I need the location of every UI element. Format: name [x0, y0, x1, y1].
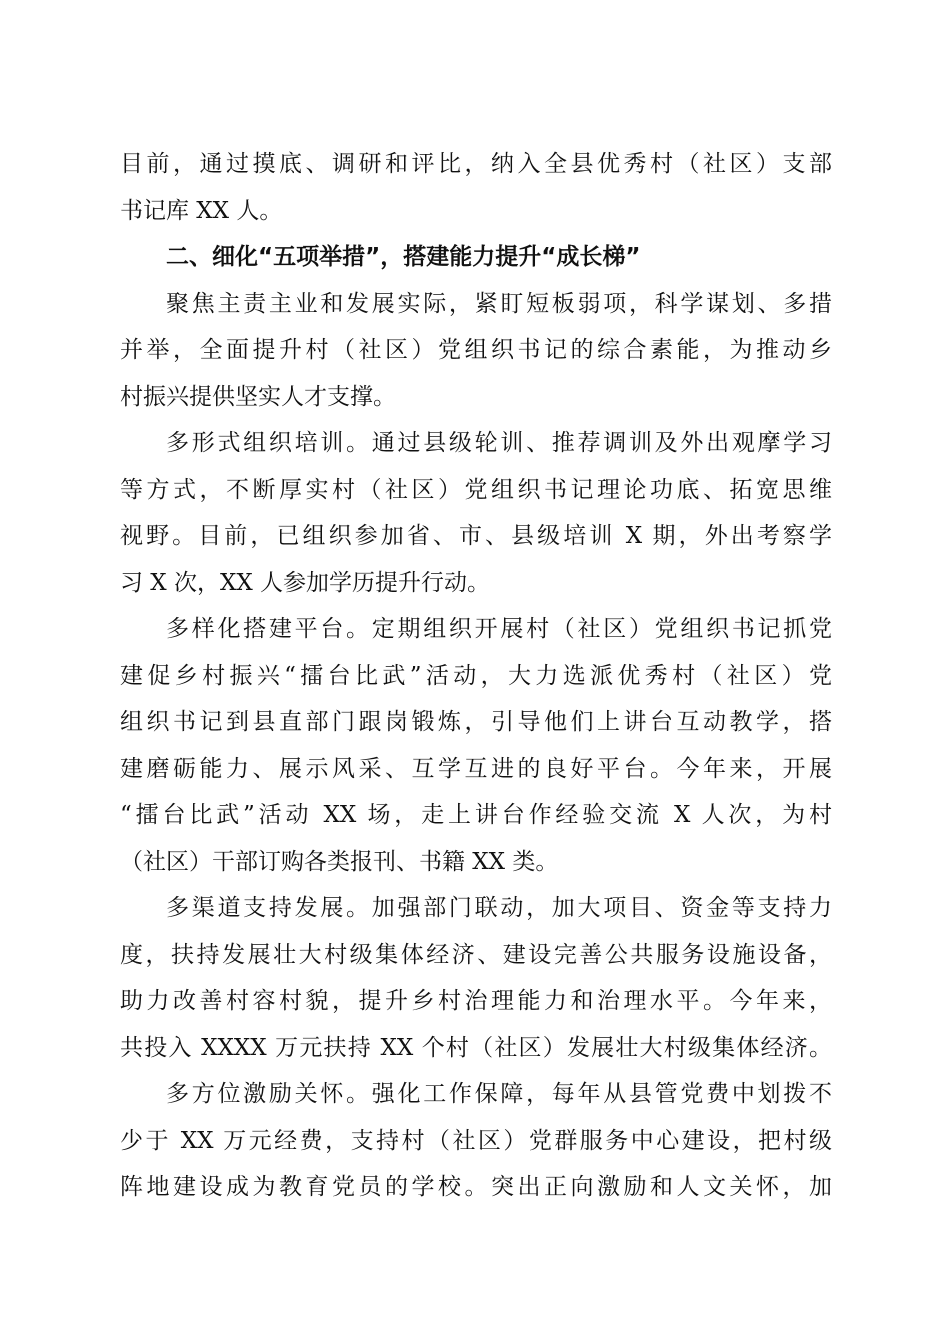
text-line: 等方式，不断厚实村（社区）党组织书记理论功底、拓宽思维: [120, 476, 832, 503]
text-line: 视野。目前，已组织参加省、市、县级培训 X 期，外出考察学: [120, 523, 832, 549]
text-line: 少于 XX 万元经费，支持村（社区）党群服务中心建设，把村级: [120, 1127, 832, 1154]
text-line: 多方位激励关怀。强化工作保障，每年从县管党费中划拨不: [166, 1081, 832, 1107]
paragraph-development: [120, 885, 832, 1071]
text-line: 度，扶持发展壮大村级集体经济、建设完善公共服务设施设备，: [120, 941, 832, 968]
document-body: [120, 141, 832, 1211]
text-line: 建磨砺能力、展示风采、互学互进的良好平台。今年来，开展: [120, 755, 832, 782]
paragraph-platform: [120, 606, 832, 885]
text-line: （社区）干部订购各类报刊、书籍 XX 类。: [120, 848, 559, 875]
paragraph-training: [120, 420, 832, 606]
paragraph: [120, 281, 832, 421]
text-line: 多样化搭建平台。定期组织开展村（社区）党组织书记抓党: [166, 616, 832, 642]
text-line: 并举，全面提升村（社区）党组织书记的综合素能，为推动乡: [120, 337, 832, 363]
text-line: 多形式组织培训。通过县级轮训、推荐调训及外出观摩学习: [166, 430, 832, 456]
text-line: 助力改善村容村貌，提升乡村治理能力和治理水平。今年来，: [120, 988, 832, 1014]
text-line: 阵地建设成为教育党员的学校。突出正向激励和人文关怀，加: [120, 1174, 832, 1200]
text-line: 组织书记到县直部门跟岗锻炼，引导他们上讲台互动教学，搭: [120, 709, 832, 735]
text-line: 共投入 XXXX 万元扶持 XX 个村（社区）发展壮大村级集体经济。: [120, 1034, 832, 1061]
text-line: “擂台比武”活动 XX 场，走上讲台作经验交流 X 人次，为村: [120, 802, 832, 828]
text-line: 建促乡村振兴“擂台比武”活动，大力选派优秀村（社区）党: [120, 662, 832, 689]
text-line: 村振兴提供坚实人才支撑。: [120, 383, 396, 410]
text-line: 聚焦主责主业和发展实际，紧盯短板弱项，科学谋划、多措: [166, 290, 832, 317]
text-line: 习 X 次，XX 人参加学历提升行动。: [120, 569, 491, 596]
paragraph-incentives: [120, 1071, 832, 1211]
section-heading: 二、细化“五项举措”，搭建能力提升“成长梯”: [166, 244, 641, 270]
text-line: 书记库 XX 人。: [120, 197, 283, 224]
text-line: 目前，通过摸底、调研和评比，纳入全县优秀村（社区）支部: [120, 151, 832, 177]
intro-paragraph: [120, 141, 832, 234]
text-line: 多渠道支持发展。加强部门联动，加大项目、资金等支持力: [166, 895, 832, 921]
